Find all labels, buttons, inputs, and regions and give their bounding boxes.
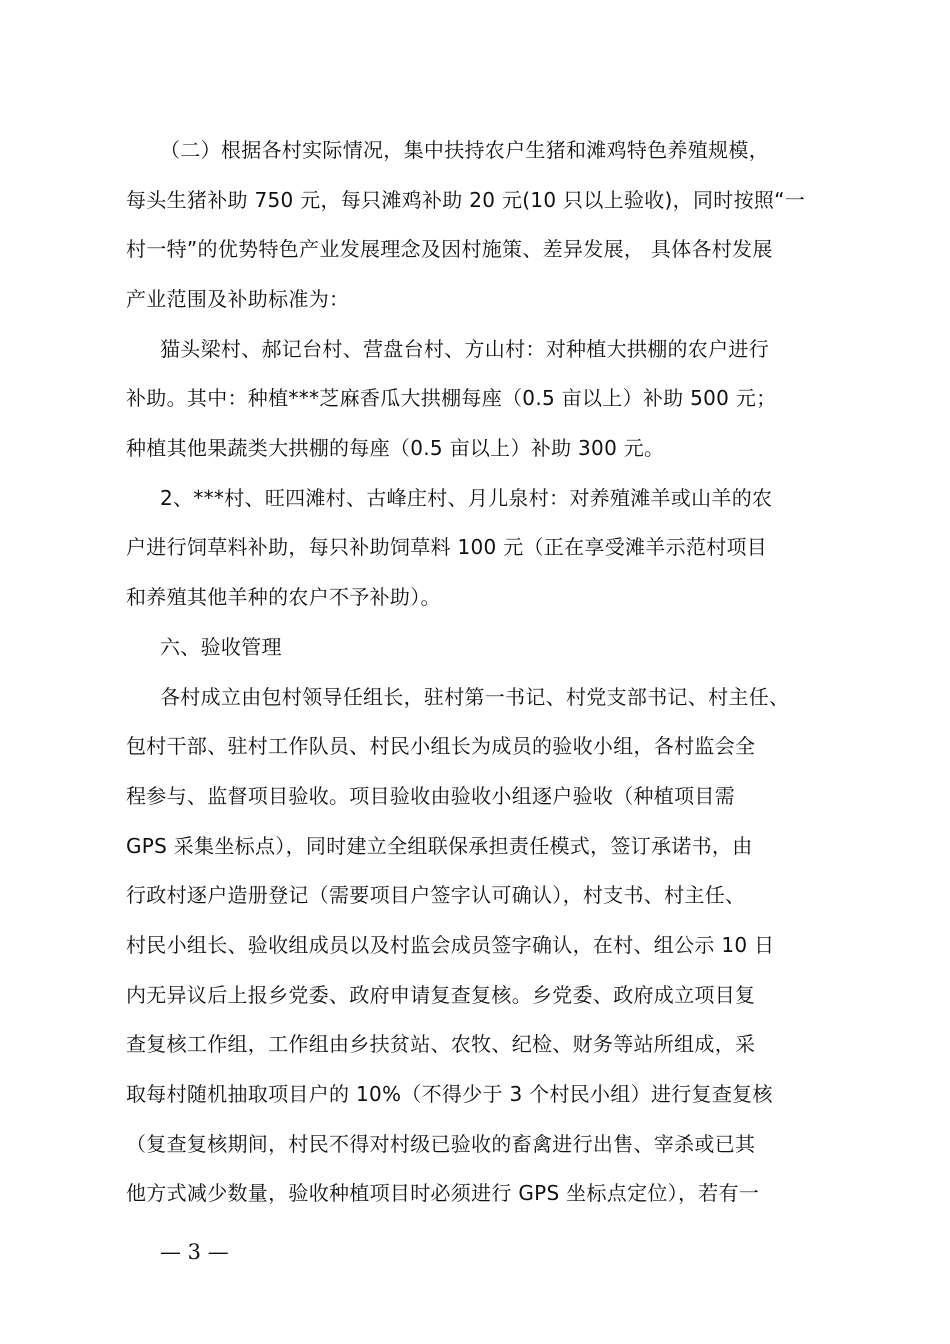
- page-number: — 3 —: [160, 1240, 229, 1264]
- text-line: GPS 采集坐标点），同时建立全组联保承担责任模式，签订承诺书，由: [126, 834, 753, 858]
- text-line: 和养殖其他羊种的农户不予补助）。: [126, 585, 441, 609]
- text-line: 村民小组长、验收组成员以及村监会成员签字确认，在村、组公示 10 日: [126, 933, 775, 957]
- text-line: 种植其他果蔬类大拱棚的每座（0.5 亩以上）补助 300 元。: [126, 436, 665, 460]
- text-line: （二）根据各村实际情况，集中扶持农户生猪和滩鸡特色养殖规模，: [160, 138, 769, 162]
- text-line: （复查复核期间，村民不得对村级已验收的畜禽进行出售、宰杀或已其: [126, 1132, 756, 1156]
- section-heading: 六、验收管理: [160, 635, 282, 659]
- text-line: 查复核工作组，工作组由乡扶贫站、农牧、纪检、财务等站所组成，采: [126, 1032, 756, 1056]
- text-line: 补助。其中：种植***芝麻香瓜大拱棚每座（0.5 亩以上）补助 500 元；: [126, 386, 777, 410]
- text-line: 2、***村、旺四滩村、古峰庄村、月儿泉村：对养殖滩羊或山羊的农: [160, 486, 773, 510]
- text-line: 取每村随机抽取项目户的 10%（不得少于 3 个村民小组）进行复查复核: [126, 1082, 773, 1106]
- text-line: 每头生猪补助 750 元，每只滩鸡补助 20 元(10 只以上验收)，同时按照“一: [126, 188, 806, 212]
- text-line: 产业范围及补助标准为：: [126, 287, 350, 311]
- text-line: 猫头梁村、郝记台村、营盘台村、方山村：对种植大拱棚的农户进行: [160, 337, 769, 361]
- text-line: 户进行饲草料补助，每只补助饲草料 100 元（正在享受滩羊示范村项目: [126, 535, 768, 559]
- text-line: 各村成立由包村领导任组长，驻村第一书记、村党支部书记、村主任、: [160, 685, 790, 709]
- text-line: 程参与、监督项目验收。项目验收由验收小组逐户验收（种植项目需: [126, 784, 735, 808]
- text-line: 他方式减少数量，验收种植项目时必须进行 GPS 坐标点定位），若有一: [126, 1181, 760, 1205]
- text-line: 行政村逐户造册登记（需要项目户签字认可确认），村支书、村主任、: [126, 883, 746, 907]
- text-line: 包村干部、驻村工作队员、村民小组长为成员的验收小组，各村监会全: [126, 734, 756, 758]
- text-line: 内无异议后上报乡党委、政府申请复查复核。乡党委、政府成立项目复: [126, 983, 756, 1007]
- text-line: 村一特”的优势特色产业发展理念及因村施策、差异发展， 具体各村发展: [126, 237, 773, 261]
